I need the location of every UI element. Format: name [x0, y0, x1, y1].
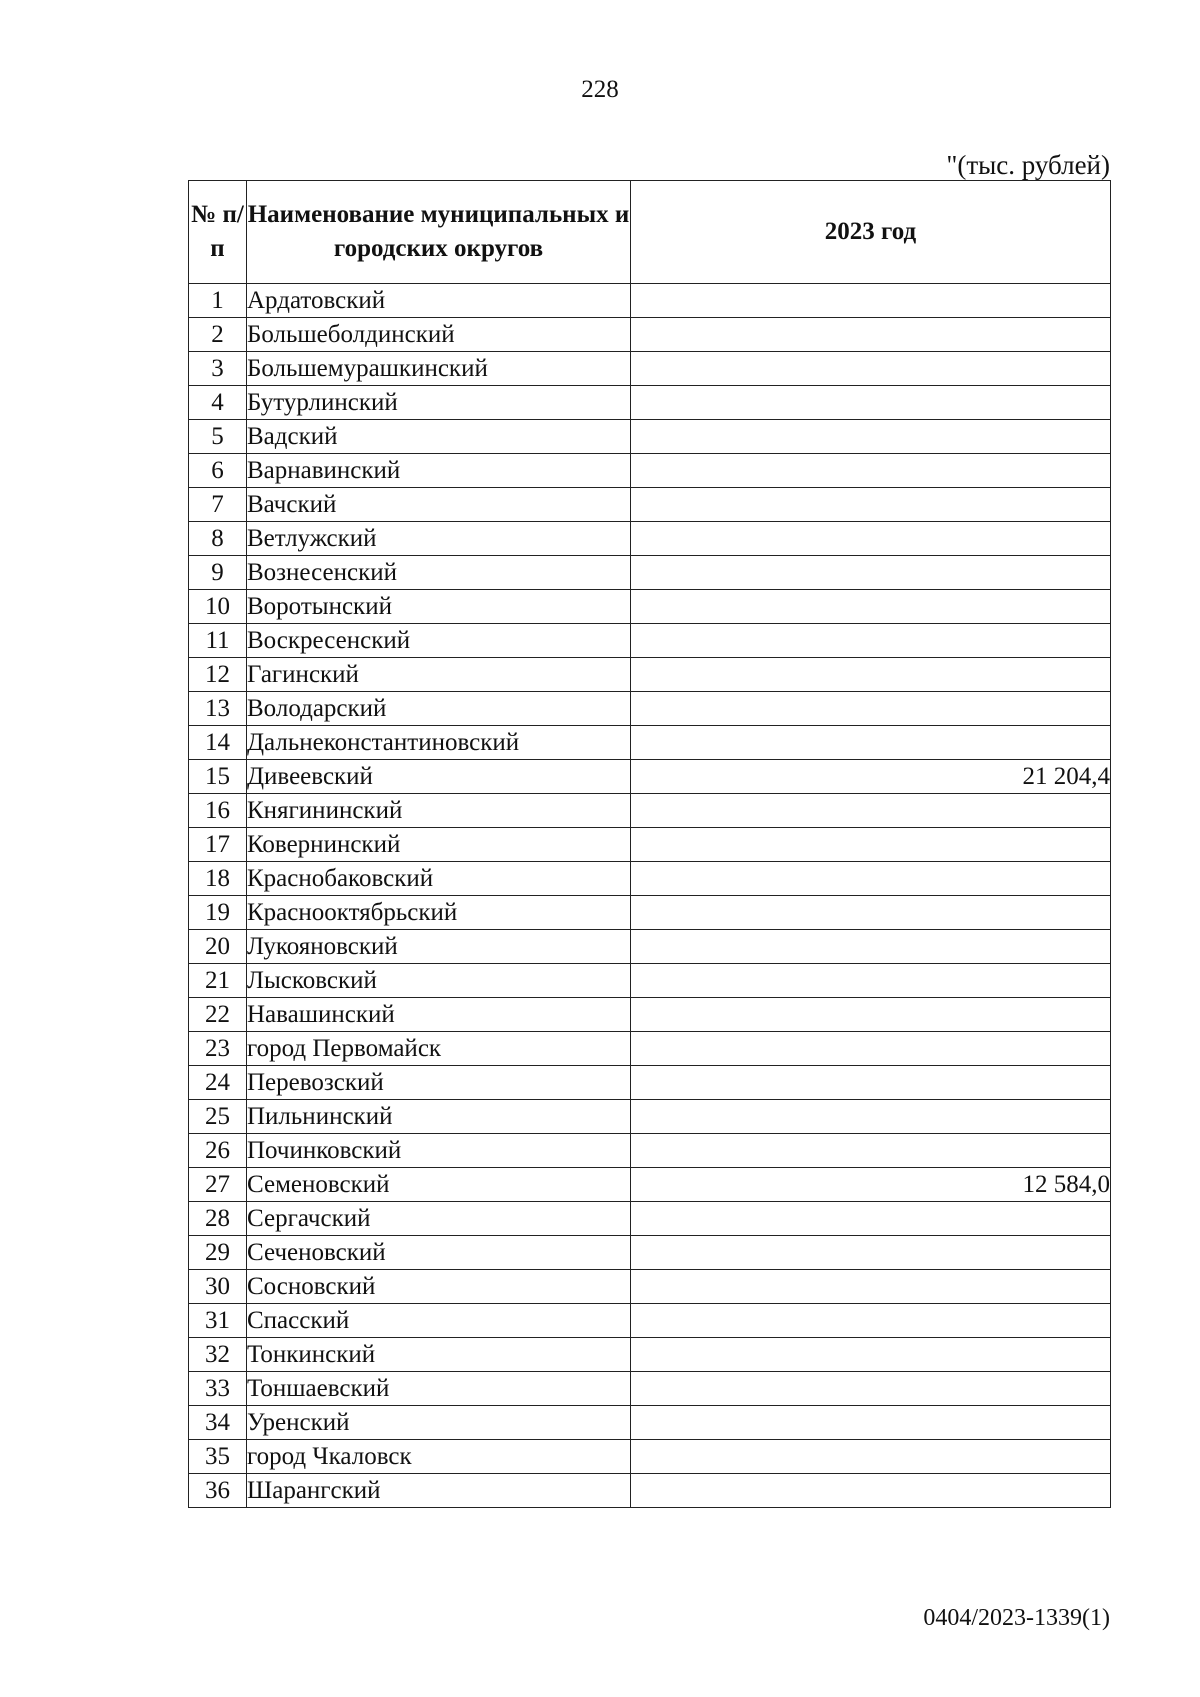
row-value — [631, 726, 1111, 760]
row-name: Тонкинский — [247, 1338, 631, 1372]
row-name: Лысковский — [247, 964, 631, 998]
row-name: Княгининский — [247, 794, 631, 828]
table-row — [189, 1406, 1111, 1440]
table-row — [189, 964, 1111, 998]
row-value — [631, 964, 1111, 998]
row-value — [631, 794, 1111, 828]
row-name: Лукояновский — [247, 930, 631, 964]
row-number: 16 — [189, 794, 247, 828]
row-name: Ковернинский — [247, 828, 631, 862]
row-value — [631, 352, 1111, 386]
row-number: 34 — [189, 1406, 247, 1440]
row-value — [631, 1338, 1111, 1372]
table-row — [189, 488, 1111, 522]
row-value — [631, 998, 1111, 1032]
row-value — [631, 522, 1111, 556]
row-value — [631, 828, 1111, 862]
header-name: Наименование муниципальных и городских округов — [247, 181, 631, 284]
row-name: Дальнеконстантиновский — [247, 726, 631, 760]
table-row — [189, 284, 1111, 318]
row-value — [631, 1406, 1111, 1440]
row-number: 28 — [189, 1202, 247, 1236]
row-number: 6 — [189, 454, 247, 488]
row-value — [631, 1134, 1111, 1168]
row-value — [631, 862, 1111, 896]
header-num: № п/п — [189, 181, 247, 284]
table-row — [189, 726, 1111, 760]
table-row — [189, 624, 1111, 658]
row-number: 9 — [189, 556, 247, 590]
table-row — [189, 454, 1111, 488]
row-name: Варнавинский — [247, 454, 631, 488]
row-name: Краснооктябрьский — [247, 896, 631, 930]
row-value — [631, 386, 1111, 420]
row-number: 17 — [189, 828, 247, 862]
row-name: Дивеевский — [247, 760, 631, 794]
row-number: 21 — [189, 964, 247, 998]
row-number: 12 — [189, 658, 247, 692]
row-name: Спасский — [247, 1304, 631, 1338]
row-name: Сосновский — [247, 1270, 631, 1304]
row-name: Краснобаковский — [247, 862, 631, 896]
row-value: 12 584,0 — [631, 1168, 1111, 1202]
table-header-row — [189, 181, 1111, 284]
row-name: Гагинский — [247, 658, 631, 692]
table-row — [189, 318, 1111, 352]
table-row — [189, 828, 1111, 862]
table-row — [189, 1474, 1111, 1508]
row-number: 29 — [189, 1236, 247, 1270]
row-number: 31 — [189, 1304, 247, 1338]
table-row — [189, 1168, 1111, 1202]
table-row — [189, 862, 1111, 896]
row-value — [631, 556, 1111, 590]
row-number: 36 — [189, 1474, 247, 1508]
table-row — [189, 1338, 1111, 1372]
table-row — [189, 658, 1111, 692]
row-number: 27 — [189, 1168, 247, 1202]
row-name: Володарский — [247, 692, 631, 726]
row-name: Воротынский — [247, 590, 631, 624]
row-name: Вадский — [247, 420, 631, 454]
row-number: 10 — [189, 590, 247, 624]
row-value: 21 204,4 — [631, 760, 1111, 794]
row-number: 1 — [189, 284, 247, 318]
table-row — [189, 420, 1111, 454]
row-number: 3 — [189, 352, 247, 386]
table-row — [189, 896, 1111, 930]
row-name: Ветлужский — [247, 522, 631, 556]
row-value — [631, 454, 1111, 488]
table-row — [189, 1066, 1111, 1100]
row-number: 26 — [189, 1134, 247, 1168]
row-name: Сергачский — [247, 1202, 631, 1236]
row-number: 19 — [189, 896, 247, 930]
row-number: 25 — [189, 1100, 247, 1134]
row-name: Бутурлинский — [247, 386, 631, 420]
row-number: 14 — [189, 726, 247, 760]
row-value — [631, 896, 1111, 930]
row-number: 15 — [189, 760, 247, 794]
row-name: Вачский — [247, 488, 631, 522]
row-number: 32 — [189, 1338, 247, 1372]
table-row — [189, 556, 1111, 590]
table-row — [189, 352, 1111, 386]
row-number: 7 — [189, 488, 247, 522]
row-value — [631, 1202, 1111, 1236]
row-number: 2 — [189, 318, 247, 352]
row-number: 22 — [189, 998, 247, 1032]
row-name: Починковский — [247, 1134, 631, 1168]
table-row — [189, 692, 1111, 726]
row-name: Уренский — [247, 1406, 631, 1440]
row-number: 8 — [189, 522, 247, 556]
table-row — [189, 930, 1111, 964]
row-value — [631, 1032, 1111, 1066]
row-number: 11 — [189, 624, 247, 658]
table-row — [189, 1236, 1111, 1270]
row-name: Ардатовский — [247, 284, 631, 318]
table-row — [189, 1202, 1111, 1236]
row-name: Сеченовский — [247, 1236, 631, 1270]
row-value — [631, 624, 1111, 658]
table-row — [189, 998, 1111, 1032]
row-value — [631, 1236, 1111, 1270]
row-name: Навашинский — [247, 998, 631, 1032]
row-value — [631, 1270, 1111, 1304]
page-number: 228 — [581, 76, 619, 103]
row-name: город Первомайск — [247, 1032, 631, 1066]
row-number: 35 — [189, 1440, 247, 1474]
table-row — [189, 1100, 1111, 1134]
row-value — [631, 692, 1111, 726]
table-row — [189, 386, 1111, 420]
row-name: Шарангский — [247, 1474, 631, 1508]
row-name: Тоншаевский — [247, 1372, 631, 1406]
row-number: 5 — [189, 420, 247, 454]
table-row — [189, 1134, 1111, 1168]
row-value — [631, 590, 1111, 624]
row-number: 30 — [189, 1270, 247, 1304]
header-year: 2023 год — [631, 181, 1111, 284]
table-row — [189, 522, 1111, 556]
row-number: 18 — [189, 862, 247, 896]
table-row — [189, 1032, 1111, 1066]
row-value — [631, 1440, 1111, 1474]
table-row — [189, 1304, 1111, 1338]
row-number: 23 — [189, 1032, 247, 1066]
table-row — [189, 1372, 1111, 1406]
row-name: Большемурашкинский — [247, 352, 631, 386]
row-number: 4 — [189, 386, 247, 420]
row-name: Семеновский — [247, 1168, 631, 1202]
row-value — [631, 1372, 1111, 1406]
document-number: 0404/2023-1339(1) — [923, 1605, 1110, 1631]
row-value — [631, 1100, 1111, 1134]
table-row — [189, 1270, 1111, 1304]
row-value — [631, 658, 1111, 692]
row-number: 20 — [189, 930, 247, 964]
row-name: Воскресенский — [247, 624, 631, 658]
table-row — [189, 1440, 1111, 1474]
row-value — [631, 1066, 1111, 1100]
row-value — [631, 488, 1111, 522]
row-value — [631, 420, 1111, 454]
row-number: 24 — [189, 1066, 247, 1100]
table-row — [189, 794, 1111, 828]
table-body — [189, 284, 1111, 1508]
row-value — [631, 1474, 1111, 1508]
units-label: "(тыс. рублей) — [946, 150, 1110, 180]
row-name: Пильнинский — [247, 1100, 631, 1134]
row-value — [631, 1304, 1111, 1338]
row-name: Перевозский — [247, 1066, 631, 1100]
row-value — [631, 318, 1111, 352]
row-number: 33 — [189, 1372, 247, 1406]
row-name: Вознесенский — [247, 556, 631, 590]
table-row — [189, 590, 1111, 624]
row-name: Большеболдинский — [247, 318, 631, 352]
row-value — [631, 284, 1111, 318]
row-number: 13 — [189, 692, 247, 726]
row-name: город Чкаловск — [247, 1440, 631, 1474]
row-value — [631, 930, 1111, 964]
allocation-table — [188, 180, 1111, 1508]
table-row — [189, 760, 1111, 794]
